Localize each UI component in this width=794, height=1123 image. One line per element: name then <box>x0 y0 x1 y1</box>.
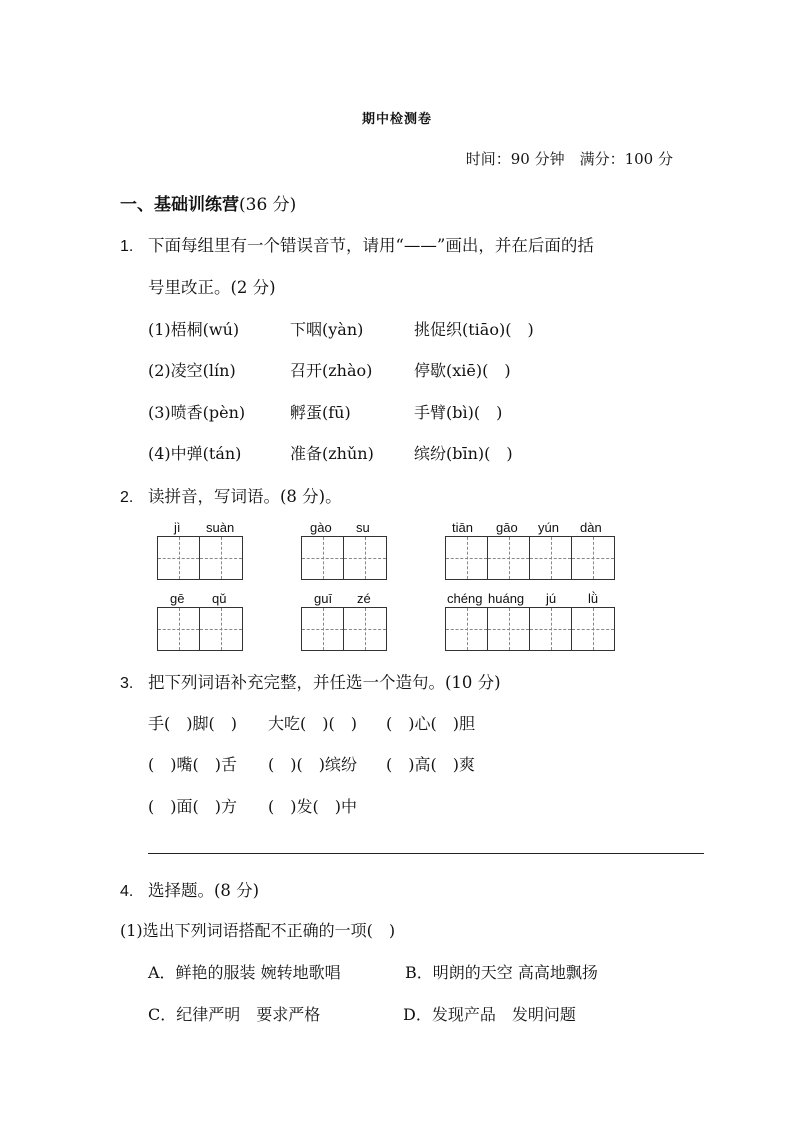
q1-item: 缤纷(bīn)( ) <box>414 444 513 463</box>
q1-item: 孵蛋(fū) <box>290 403 351 422</box>
pinyin-label: su <box>356 520 370 535</box>
section-points: (36 分) <box>239 195 297 215</box>
q3-item: 手( )脚( ) <box>148 714 237 733</box>
q2-number: 2. <box>120 489 134 506</box>
pinyin-label: huáng <box>488 591 525 606</box>
q3-item: ( )发( )中 <box>268 797 357 816</box>
exam-meta: 时间：90 分钟 满分：100 分 <box>465 150 673 168</box>
q3-item: 大吃( )( ) <box>268 714 357 733</box>
q3-item: ( )高( )爽 <box>386 755 475 774</box>
answer-line[interactable] <box>148 853 704 854</box>
pinyin-label: guī <box>314 591 333 606</box>
q1-text2: 号里改正。(2 分) <box>148 278 276 297</box>
q1-item: 准备(zhǔn) <box>290 444 374 463</box>
writing-grid[interactable] <box>301 536 387 580</box>
q4-sub1: (1)选出下列词语搭配不正确的一项( ) <box>120 921 396 940</box>
q2-prompt <box>120 483 342 507</box>
q2-text: 读拼音，写词语。(8 分)。 <box>148 487 342 506</box>
q1-item: 下咽(yàn) <box>290 320 364 339</box>
q4-option-c: C．纪律严明 要求严格 <box>148 1005 321 1024</box>
section-label: 一、基础训练营 <box>120 195 239 215</box>
pinyin-label: gē <box>170 591 185 606</box>
q1-item: 手臂(bì)( ) <box>414 403 503 422</box>
q1-item: 停歇(xiē)( ) <box>414 361 511 380</box>
q1-number: 1. <box>120 238 134 255</box>
pinyin-label: jì <box>174 520 181 535</box>
q1-item: (2)凌空(lín) <box>148 361 236 380</box>
pinyin-label: suàn <box>206 520 235 535</box>
writing-grid[interactable] <box>445 607 615 651</box>
q4-option-a: A．鲜艳的服装 婉转地歌唱 <box>148 963 341 982</box>
q3-item: ( )面( )方 <box>148 797 237 816</box>
q1-item: 召开(zhào) <box>290 361 373 380</box>
q3-text: 把下列词语补充完整，并任选一个造句。(10 分) <box>148 673 501 692</box>
pinyin-label: jú <box>546 591 557 606</box>
q3-prompt <box>120 669 501 693</box>
q1-text1: 下面每组里有一个错误音节，请用“——”画出，并在后面的括 <box>148 236 594 255</box>
q4-prompt <box>120 877 259 901</box>
writing-grid[interactable] <box>157 536 243 580</box>
writing-grid[interactable] <box>157 607 243 651</box>
pinyin-label: tiān <box>452 520 473 535</box>
pinyin-label: qǔ <box>212 591 227 606</box>
pinyin-label: zé <box>357 591 371 606</box>
q4-option-b: B．明朗的天空 高高地飘扬 <box>405 963 598 982</box>
q4-text: 选择题。(8 分) <box>148 881 260 900</box>
q3-item: ( )心( )胆 <box>386 714 475 733</box>
pinyin-label: gào <box>310 520 332 535</box>
q1-item: (3)喷香(pèn) <box>148 403 246 422</box>
q1-prompt-line1 <box>120 232 594 256</box>
q1-item: 挑促织(tiāo)( ) <box>414 320 534 339</box>
q1-item: (4)中弹(tán) <box>148 444 242 463</box>
q3-item: ( )嘴( )舌 <box>148 755 237 774</box>
q4-option-d: D．发现产品 发明问题 <box>403 1005 576 1024</box>
pinyin-label: lǜ <box>588 591 599 606</box>
writing-grid[interactable] <box>301 607 387 651</box>
writing-grid[interactable] <box>445 536 615 580</box>
pinyin-label: dàn <box>580 520 602 535</box>
q4-number: 4. <box>120 883 134 900</box>
section-heading <box>120 190 296 215</box>
q1-item: (1)梧桐(wú) <box>148 320 240 339</box>
pinyin-label: yún <box>538 520 559 535</box>
q3-item: ( )( )缤纷 <box>268 755 357 774</box>
pinyin-label: chéng <box>447 591 483 606</box>
pinyin-label: gāo <box>496 520 518 535</box>
q3-number: 3. <box>120 675 134 692</box>
page-title: 期中检测卷 <box>361 112 432 127</box>
